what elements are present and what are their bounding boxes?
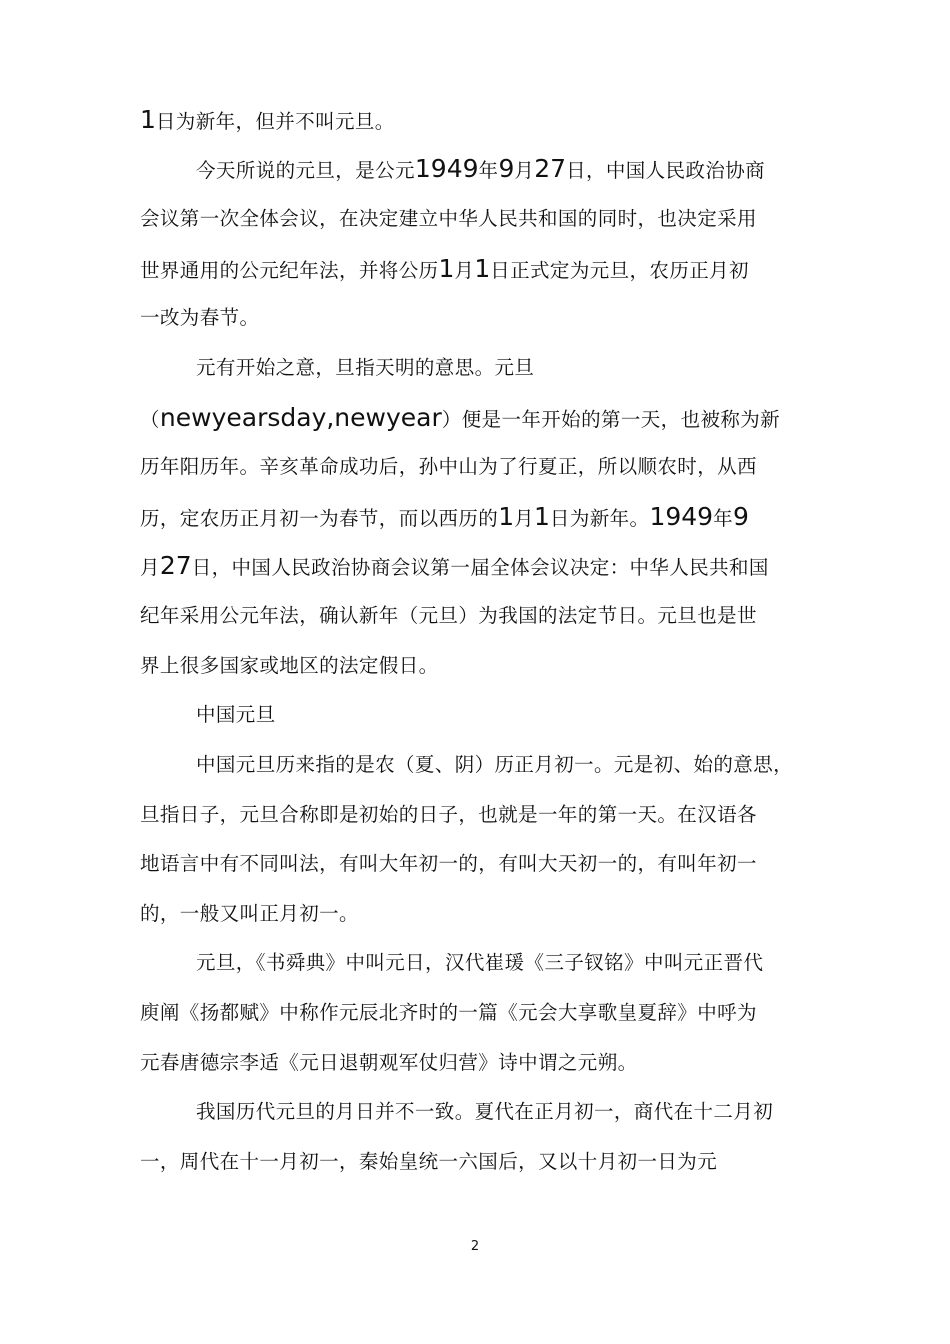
text-line: 庾阐《扬都赋》中称作元辰北齐时的一篇《元会大享歌皇夏辞》中呼为 (140, 1001, 757, 1024)
text-line: 的，一般又叫正月初一。 (140, 902, 359, 925)
text-line: 月27日，中国人民政治协商会议第一届全体会议决定：中华人民共和国 (140, 551, 769, 580)
text-line: 纪年采用公元年法，确认新年（元旦）为我国的法定节日。元旦也是世 (140, 604, 757, 627)
page-number: 2 (470, 1239, 480, 1254)
text-line: 旦指日子，元旦合称即是初始的日子，也就是一年的第一天。在汉语各 (140, 803, 757, 826)
text-line: 会议第一次全体会议，在决定建立中华人民共和国的同时，也决定采用 (140, 207, 757, 230)
text-line: 我国历代元旦的月日并不一致。夏代在正月初一，商代在十二月初 (196, 1100, 774, 1123)
text-line: （newyearsday,newyear）便是一年开始的第一天，也被称为新 (140, 403, 781, 432)
text-line: 元旦，《书舜典》中叫元日，汉代崔瑗《三子钗铭》中叫元正晋代 (196, 951, 764, 974)
text-line: 1日为新年，但并不叫元旦。 (140, 105, 395, 134)
text-line: 今天所说的元旦，是公元1949年9月27日，中国人民政治协商 (196, 154, 766, 183)
text-line: 元有开始之意，旦指天明的意思。元旦 (196, 356, 535, 379)
text-line: 地语言中有不同叫法，有叫大年初一的，有叫大天初一的，有叫年初一 (140, 852, 757, 875)
text-line: 一，周代在十一月初一，秦始皇统一六国后，又以十月初一日为元 (140, 1150, 718, 1173)
text-line: 界上很多国家或地区的法定假日。 (140, 654, 439, 677)
text-line: 一改为春节。 (140, 306, 260, 329)
text-line: 历，定农历正月初一为春节，而以西历的1月1日为新年。1949年9 (140, 502, 749, 531)
text-line: 中国元旦历来指的是农（夏、阴）历正月初一。元是初、始的意思， (196, 753, 794, 776)
text-line: 世界通用的公元纪年法，并将公历1月1日正式定为元旦，农历正月初 (140, 254, 749, 283)
section-heading: 中国元旦 (196, 703, 276, 726)
text-line: 元春唐德宗李适《元日退朝观军仗归营》诗中谓之元朔。 (140, 1051, 638, 1074)
text-line: 历年阳历年。辛亥革命成功后，孙中山为了行夏正，所以顺农时，从西 (140, 455, 757, 478)
